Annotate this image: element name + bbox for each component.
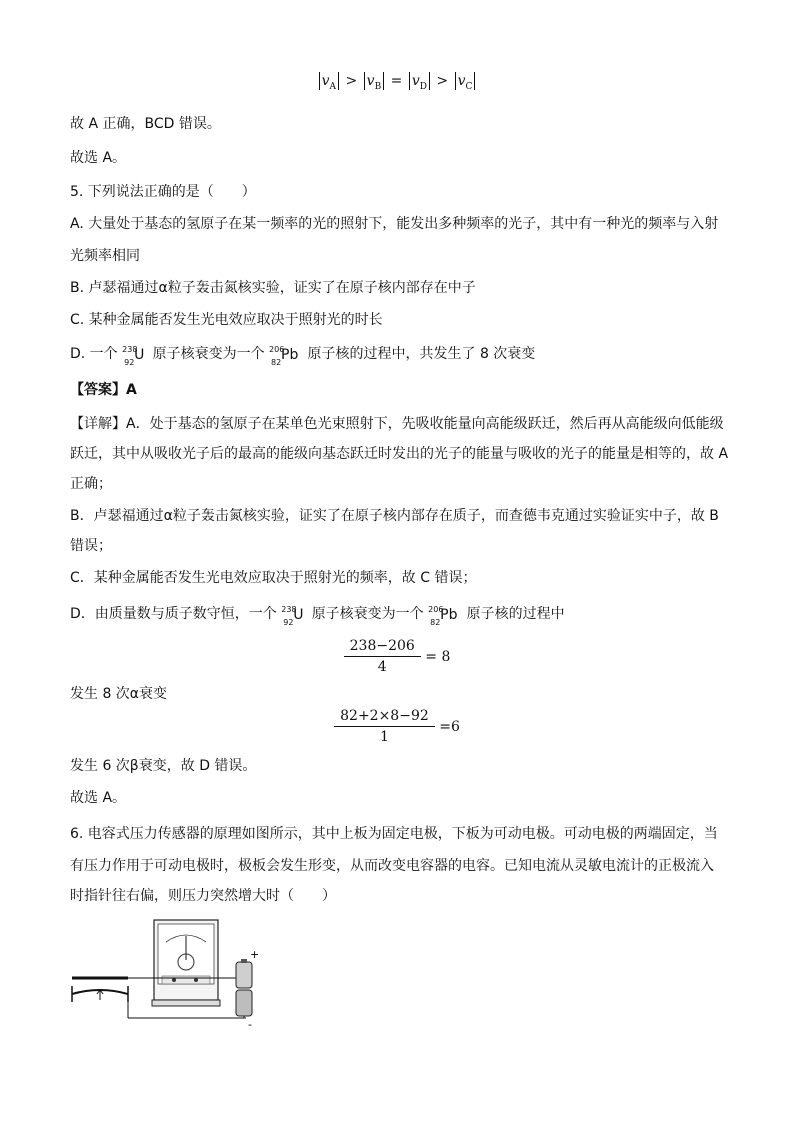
q4-conclusion: 故 A 正确，BCD 错误。 <box>70 116 221 132</box>
q5-detail-3: 正确； <box>70 476 112 492</box>
q5-detail-6: C．某种金属能否发生光电效应取决于照射光的频率，故 C 错误； <box>70 570 477 586</box>
fraction-equation-2: $\frac{82+2\times 8-92}{1}$ =6 <box>0 706 794 747</box>
q6-line2: 有压力作用于可动电极时，极板会发生形变，从而改变电容器的电容。已知电流从灵敏电流计的正极流入 <box>70 858 714 874</box>
velocity-comparison-equation: $v_A > v_B = v_D > v_C$ <box>0 72 794 90</box>
q6-line1: 6. 电容式压力传感器的原理如图所示，其中上板为固定电极，下板为可动电极。可动电极的两端固定，当 <box>70 826 718 842</box>
lead-nuclide: 206 82 Pb <box>269 345 299 367</box>
q5-option-b: B. 卢瑟福通过α粒子轰击氮核实验，证实了在原子核内部存在中子 <box>70 280 476 296</box>
force-arrow <box>97 990 103 1000</box>
q5-option-d: D. 一个 238 92 U 原子核衰变为一个 206 82 Pb 原子核的过程中，共发生了 8 次衰变 <box>70 345 536 367</box>
q5-option-a-line1: A. 大量处于基态的氢原子在某一频率的光的照射下，能发出多种频率的光子，其中有一种光的频率与入射 <box>70 216 719 232</box>
q5-detail-4: B．卢瑟福通过α粒子轰击氮核实验，证实了在原子核内部存在质子，而查德韦克通过实验证实中子，故 B <box>70 508 719 524</box>
q5-choice: 故选 A。 <box>70 790 127 806</box>
q5-stem: 5. 下列说法正确的是（ ） <box>70 184 256 200</box>
q5-detail-7: D．由质量数与质子数守恒，一个 238 92 U 原子核衰变为一个 206 82 Pb 原子核的过程中 <box>70 605 565 627</box>
battery-plus-label: + <box>250 948 260 961</box>
q5-answer: 【答案】A <box>70 382 137 398</box>
uranium-nuclide-detail: 238 92 U <box>281 605 304 627</box>
battery <box>236 959 252 1016</box>
q5-detail-1: 【详解】A．处于基态的氢原子在某单色光束照射下，先吸收能量向高能级跃迁，然后再从高能级向低能级 <box>70 416 724 432</box>
galvanometer <box>152 920 220 1006</box>
fraction-equation-1: $\frac{238-206}{4}$ = 8 <box>0 636 794 677</box>
q5-detail-5: 错误； <box>70 538 112 554</box>
beta-decay-text: 发生 6 次β衰变，故 D 错误。 <box>70 758 257 774</box>
battery-minus-label: - <box>248 1018 252 1031</box>
uranium-nuclide: 238 92 U <box>122 345 145 367</box>
lead-nuclide-detail: 206 82 Pb <box>428 605 458 627</box>
alpha-decay-text: 发生 8 次α衰变 <box>70 686 168 702</box>
q5-option-a-line2: 光频率相同 <box>70 248 140 264</box>
q4-choice: 故选 A。 <box>70 150 127 166</box>
q5-detail-2: 跃迁，其中从吸收光子后的最高的能级向基态跃迁时发出的光子的能量与吸收的光子的能量是相等的，故 A <box>70 446 729 462</box>
q6-line3: 时指针往右偏，则压力突然增大时（ ） <box>70 888 336 904</box>
q5-option-c: C. 某种金属能否发生光电效应取决于照射光的时长 <box>70 312 383 328</box>
pressure-sensor-circuit-figure <box>66 914 276 1034</box>
